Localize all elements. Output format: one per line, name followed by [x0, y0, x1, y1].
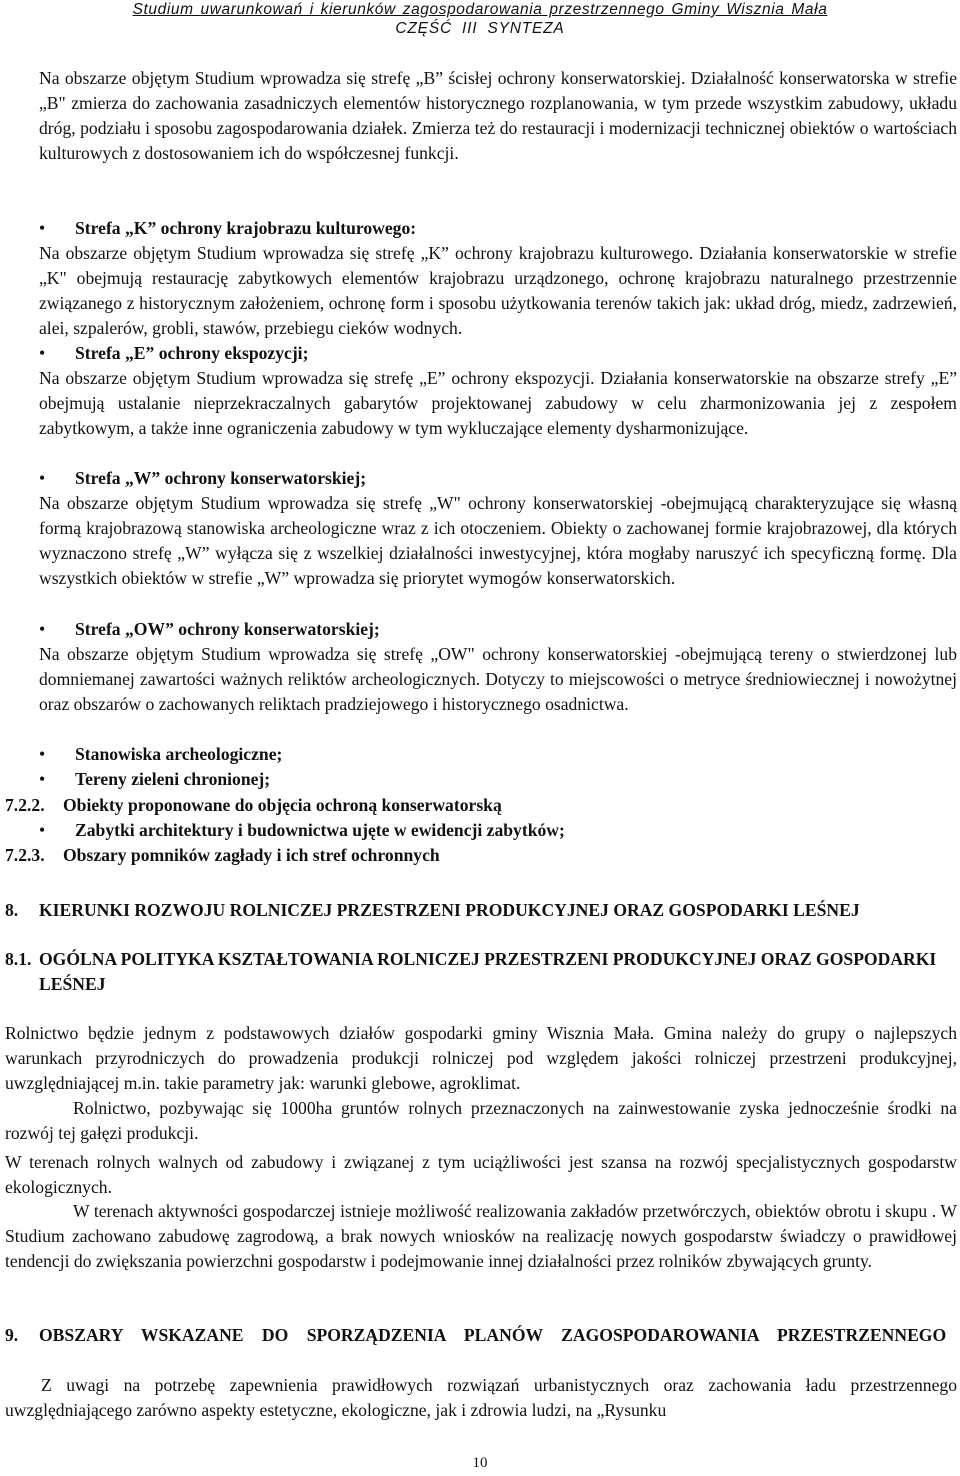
section-number: 7.2.2.: [5, 795, 45, 815]
bullet-icon: •: [39, 820, 46, 840]
section-heading-7-2-3: [5, 843, 440, 868]
paragraph-agriculture-2: Rolnictwo, pozbywając się 1000ha gruntów rolnych przeznaczonych na zainwestowanie zyska jednocześnie środki na rozwój tej gałęzi produkcji.: [5, 1098, 957, 1143]
bullet-protected-greenery-label: Tereny zieleni chronionej;: [75, 769, 271, 789]
bullet-icon: •: [39, 744, 46, 764]
section-title: Obiekty proponowane do objęcia ochroną konserwatorską: [63, 795, 502, 815]
section-number: 8.1.: [5, 949, 32, 969]
bullet-registered-monuments-label: Zabytki architektury i budownictwa ujęte w ewidencji zabytków;: [75, 820, 565, 840]
bullet-icon: •: [39, 468, 46, 488]
bullet-icon: •: [39, 343, 46, 363]
section-number: 9.: [5, 1325, 19, 1345]
header-title: Studium uwarunkowań i kierunków zagospodarowania przestrzennego Gminy Wisznia Mała: [132, 1, 828, 18]
paragraph-zone-k: Na obszarze objętym Studium wprowadza się strefę „K” ochrony krajobrazu kulturowego. Działania konserwatorskie w strefie „K" obejmują restaurację zabytkowych elementów krajobrazu urządzonego, ochronę krajobrazu naturalnego przestrzennie związanego z historycznym założeniem, ochronę form i sposobu użytkowania terenów takich jak: układ dróg, miedz, zadrzewień, alei, szpalerów, grobli, stawów, przebiegu cieków wodnych.: [39, 243, 957, 338]
header-subtitle: CZĘŚĆ III SYNTEZA: [395, 20, 565, 37]
section-heading-9: [5, 1323, 957, 1348]
paragraph-zone-b: Na obszarze objętym Studium wprowadza się strefę „B” ścisłej ochrony konserwatorskiej. Działalność konserwatorska w strefie „B" zmierza do zachowania zasadniczych elementów historycznego rozplanowania, w tym przede wszystkim zabudowy, układu dróg, podziału i sposobu zagospodarowania działek. Zmierza też do restauracji i modernizacji technicznej obiektów o wartościach kulturowych z dostosowaniem ich do współczesnej funkcji.: [39, 68, 957, 163]
section-title: OGÓLNA POLITYKA KSZTAŁTOWANIA ROLNICZEJ PRZESTRZENI PRODUKCYJNEJ ORAZ GOSPODARKI LEŚNEJ: [39, 949, 937, 994]
section-heading-8: [5, 898, 957, 923]
section-heading-8-1: [5, 947, 957, 997]
bullet-icon: •: [39, 619, 46, 639]
section-heading-7-2-2: [5, 793, 502, 818]
paragraph-agriculture-4: W terenach aktywności gospodarczej istnieje możliwość realizowania zakładów przetwórczych, obiektów obrotu i skupu . W Studium zachowano zabudowę zagrodową, a brak nowych wniosków na realizację nowych gospodarstw świadczy o prawidłowej tendencji do zwiększania powierzchni gospodarstw i podejmowanie innej działalności przez rolników zbywających grunty.: [5, 1201, 957, 1271]
paragraph-planning: Z uwagi na potrzebę zapewnienia prawidłowych rozwiązań urbanistycznych oraz zachowania ładu przestrzennego uwzględniającego zarówno aspekty estetyczne, ekologiczne, jak i zdrowia ludzi, na „Rysunku: [5, 1375, 957, 1420]
paragraph-agriculture-3: W terenach rolnych walnych od zabudowy i związanej z tym uciążliwości jest szansa na rozwój specjalistycznych gospodarstw ekologicznych.: [5, 1152, 957, 1197]
section-number: 7.2.3.: [5, 845, 45, 865]
section-title: Obszary pomników zagłady i ich stref ochronnych: [63, 845, 440, 865]
paragraph-zone-e: Na obszarze objętym Studium wprowadza się strefę „E” ochrony ekspozycji. Działania konserwatorskie na obszarze strefy „E” obejmują ustalanie nieprzekraczalnych gabarytów projektowanej zabudowy w celu zharmonizowania jej z zespołem zabytkowym, a także inne ograniczenia zabudowy w tym wykluczające elementy dysharmonizujące.: [39, 368, 957, 438]
bullet-archaeological-sites-label: Stanowiska archeologiczne;: [75, 744, 283, 764]
section-title: OBSZARY WSKAZANE DO SPORZĄDZENIA PLANÓW ZAGOSPODAROWANIA PRZESTRZENNEGO: [39, 1325, 947, 1345]
page-number: 10: [472, 1455, 488, 1471]
bullet-zone-w-label: Strefa „W” ochrony konserwatorskiej;: [75, 468, 367, 488]
bullet-zone-e-label: Strefa „E” ochrony ekspozycji;: [75, 343, 309, 363]
paragraph-agriculture-1: Rolnictwo będzie jednym z podstawowych działów gospodarki gminy Wisznia Mała. Gmina należy do grupy o najlepszych warunkach przyrodniczych do prowadzenia produkcji rolniczej pod względem jakości rolniczej przestrzeni produkcyjnej, uwzględniającej m.in. takie parametry jak: warunki glebowe, agroklimat.: [5, 1023, 957, 1093]
section-title: KIERUNKI ROZWOJU ROLNICZEJ PRZESTRZENI PRODUKCYJNEJ ORAZ GOSPODARKI LEŚNEJ: [39, 900, 860, 920]
bullet-icon: •: [39, 769, 46, 789]
bullet-icon: •: [39, 218, 46, 238]
paragraph-zone-w: Na obszarze objętym Studium wprowadza się strefę „W" ochrony konserwatorskiej -obejmującą charakteryzujące się własną formą krajobrazową stanowiska archeologiczne wraz z ich otoczeniem. Obiekty o zachowanej formie krajobrazowej, dla których wyznaczono strefę „W” wyłącza się z wszelkiej działalności inwestycyjnej, która mogłaby naruszyć ich specyficzną formę. Dla wszystkich obiektów w strefie „W” wprowadza się priorytet wymogów konserwatorskich.: [39, 493, 957, 588]
section-number: 8.: [5, 900, 19, 920]
bullet-zone-ow-label: Strefa „OW” ochrony konserwatorskiej;: [75, 619, 380, 639]
paragraph-zone-ow: Na obszarze objętym Studium wprowadza się strefę „OW" ochrony konserwatorskiej -obejmującą tereny o stwierdzonej lub domniemanej zawartości ważnych reliktów archeologicznych. Dotyczy to miejscowości o metryce średniowiecznej i nowożytnej oraz obszarów o zachowanych reliktach pradziejowego i historycznego osadnictwa.: [39, 644, 957, 714]
bullet-zone-k-label: Strefa „K” ochrony krajobrazu kulturowego:: [75, 218, 417, 238]
